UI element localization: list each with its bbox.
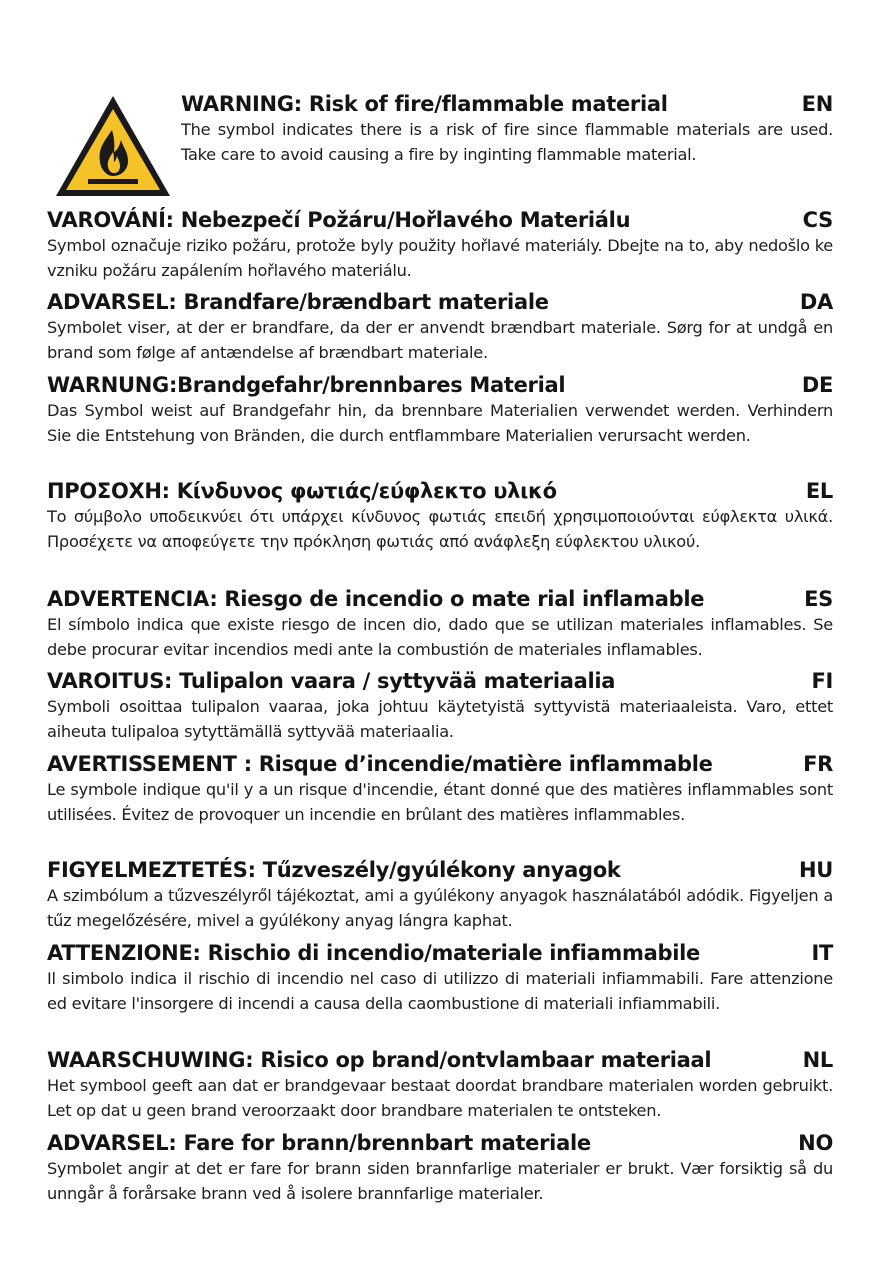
section-body: Symboli osoittaa tulipalon vaaraa, joka johtuu käytetyistä syttyvistä materiaaleista. Varo, ettet aiheuta tulipaloa sytyttämällä syttyvää materiaalia.	[47, 697, 833, 741]
language-code: EN	[801, 92, 833, 116]
language-code: CS	[802, 208, 833, 232]
language-code: NL	[802, 1048, 833, 1072]
section-body: Symbolet viser, at der er brandfare, da der er anvendt brændbart materiale. Sørg for at undgå en brand som følge af antændelse af brændbart materiale.	[47, 318, 833, 362]
warning-section-es	[47, 586, 833, 663]
language-code: FI	[811, 669, 833, 693]
warning-section-it	[47, 940, 833, 1017]
flammable-warning-icon	[52, 92, 174, 200]
warning-section-fr	[47, 751, 833, 828]
language-code: HU	[798, 858, 833, 882]
language-code: IT	[811, 941, 833, 965]
section-heading	[47, 586, 833, 613]
language-code: DA	[799, 290, 833, 314]
section-title: WARNING: Risk of fire/flammable material	[181, 92, 668, 116]
section-body: Symbolet angir at det er fare for brann siden brannfarlige materialer er brukt. Vær forsiktig så du unngår å forårsake brann ved å isolere brannfarlige materialer.	[47, 1159, 833, 1203]
warning-section-no	[47, 1130, 833, 1207]
section-title: VAROVÁNÍ: Nebezpečí Požáru/Hořlavého Materiálu	[47, 208, 631, 232]
language-code: NO	[798, 1131, 833, 1155]
section-body: Symbol označuje riziko požáru, protože byly použity hořlavé materiály. Dbejte na to, aby nedošlo ke vzniku požáru zapálením hořlavého materiálu.	[47, 236, 833, 280]
section-body: Das Symbol weist auf Brandgefahr hin, da brennbare Materialien verwendet werden. Verhindern Sie die Entstehung von Bränden, die durch entflammbare Materialien verursacht werden.	[47, 401, 833, 445]
section-title: FIGYELMEZTETÉS: Tűzveszély/gyúlékony anyagok	[47, 858, 621, 882]
warning-section-nl	[47, 1047, 833, 1124]
section-body: Het symbool geeft aan dat er brandgevaar bestaat doordat brandbare materialen worden gebruikt. Let op dat u geen brand veroorzaakt door brandbare materialen te ontsteken.	[47, 1076, 833, 1120]
warning-section-el	[47, 478, 833, 555]
warning-section-de	[47, 372, 833, 449]
warning-section-en	[181, 91, 833, 168]
section-heading	[47, 940, 833, 967]
section-title: VAROITUS: Tulipalon vaara / syttyvää materiaalia	[47, 669, 616, 693]
warning-section-hu	[47, 857, 833, 934]
section-body: A szimbólum a tűzveszélyről tájékoztat, ami a gyúlékony anyagok használatából adódik. Figyeljen a tűz megelőzésére, mivel a gyúlékony anyag lángra kaphat.	[47, 886, 833, 930]
section-title: WARNUNG:Brandgefahr/brennbares Material	[47, 373, 566, 397]
section-title: ADVARSEL: Fare for brann/brennbart materiale	[47, 1131, 591, 1155]
section-title: ATTENZIONE: Rischio di incendio/materiale infiammabile	[47, 941, 700, 965]
section-heading	[47, 372, 833, 399]
section-title: AVERTISSEMENT : Risque d’incendie/matière inflammable	[47, 752, 713, 776]
section-body: Le symbole indique qu'il y a un risque d'incendie, étant donné que des matières inflammables sont utilisées. Évitez de provoquer un incendie en brûlant des matières inflammables.	[47, 780, 833, 824]
warning-section-da	[47, 289, 833, 366]
section-heading	[47, 1047, 833, 1074]
section-heading	[181, 91, 833, 118]
section-title: WAARSCHUWING: Risico op brand/ontvlambaar materiaal	[47, 1048, 712, 1072]
section-body: The symbol indicates there is a risk of fire since flammable materials are used. Take care to avoid causing a fire by inginting flammable material.	[181, 120, 833, 164]
section-body: Το σύμβολο υποδεικνύει ότι υπάρχει κίνδυνος φωτιάς επειδή χρησιμοποιούνται εύφλεκτα υλικά. Προσέχετε να αποφεύγετε την πρόκληση φωτιάς από ανάφλεξη εύφλεκτου υλικού.	[47, 507, 833, 551]
section-heading	[47, 207, 833, 234]
section-heading	[47, 289, 833, 316]
warning-section-fi	[47, 668, 833, 745]
section-title: ADVERTENCIA: Riesgo de incendio o mate rial inflamable	[47, 587, 705, 611]
section-body: Il simbolo indica il rischio di incendio nel caso di utilizzo di materiali infiammabili. Fare attenzione ed evitare l'insorgere di incendi a causa della caombustione di materiali infiammabili.	[47, 969, 833, 1013]
section-heading	[47, 751, 833, 778]
language-code: FR	[803, 752, 833, 776]
section-heading	[47, 478, 833, 505]
section-heading	[47, 668, 833, 695]
language-code: EL	[805, 479, 833, 503]
language-code: DE	[801, 373, 833, 397]
section-heading	[47, 1130, 833, 1157]
warning-section-cs	[47, 207, 833, 284]
section-title: ADVARSEL: Brandfare/brændbart materiale	[47, 290, 549, 314]
section-heading	[47, 857, 833, 884]
section-body: El símbolo indica que existe riesgo de incen dio, dado que se utilizan materiales inflamables. Se debe procurar evitar incendios medi ante la combustión de materiales inflamables.	[47, 615, 833, 659]
language-code: ES	[804, 587, 833, 611]
section-title: ΠΡΟΣΟΧΗ: Κίνδυνος φωτιάς/εύφλεκτο υλικό	[47, 479, 557, 503]
